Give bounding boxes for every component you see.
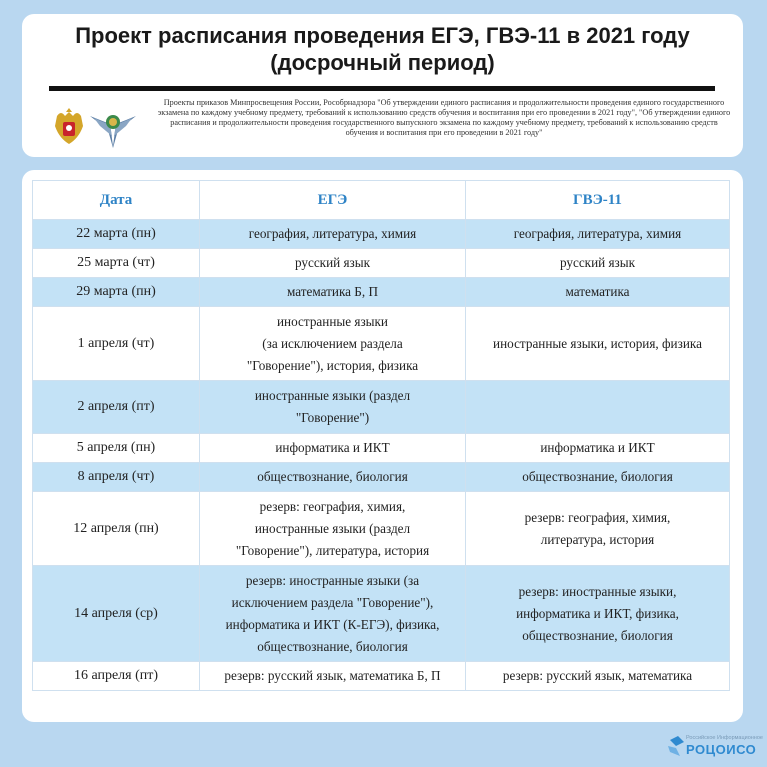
table-row: [33, 307, 730, 381]
table-row: [33, 566, 730, 662]
ege-cell: математика Б, П: [200, 278, 466, 307]
title-divider: [49, 86, 715, 91]
gve-cell: иностранные языки, история, физика: [466, 307, 730, 381]
page-title: [22, 22, 743, 76]
rocoiso-logo-icon: [668, 736, 686, 756]
title-line-1: Проект расписания проведения ЕГЭ, ГВЭ-11 в 2021 году: [75, 23, 690, 48]
table-row: [33, 278, 730, 307]
table-row: [33, 492, 730, 566]
gve-cell: резерв: русский язык, математика: [466, 662, 730, 691]
date-cell: 16 апреля (пт): [33, 662, 200, 691]
table-row: [33, 434, 730, 463]
date-cell: 25 марта (чт): [33, 249, 200, 278]
date-cell: 8 апреля (чт): [33, 463, 200, 492]
table-header-row: [33, 181, 730, 220]
gve-cell: математика: [466, 278, 730, 307]
ege-cell: резерв: иностранные языки (за исключением раздела "Говорение"), информатика и ИКТ (К-ЕГЭ), физика, обществознание, биология: [200, 566, 466, 662]
table-card: [22, 170, 743, 722]
ege-cell: иностранные языки (за исключением раздела "Говорение"), история, физика: [200, 307, 466, 381]
date-cell: 2 апреля (пт): [33, 381, 200, 434]
column-header-gve: ГВЭ-11: [466, 181, 730, 220]
ege-cell: география, литература, химия: [200, 220, 466, 249]
ege-cell: русский язык: [200, 249, 466, 278]
gve-cell: русский язык: [466, 249, 730, 278]
schedule-table: [32, 180, 730, 691]
decree-reference-text: Проекты приказов Минпросвещения России, Рособрнадзора "Об утверждении единого расписания и продолжительности проведения единого государственного экзамена по каждому учебному предмету, требований к использованию средств обучения и воспитания при его проведении в 2021 году", "Об утверждении единого расписания и продолжительности проведения государственного выпускного экзамена по каждому учебному предмету, требований к использованию средств обучения и воспитания при его проведении в 2021 году": [157, 98, 731, 137]
gve-cell: резерв: география, химия, литература, история: [466, 492, 730, 566]
gve-cell: информатика и ИКТ: [466, 434, 730, 463]
logo-name: РОЦОИСО: [686, 742, 757, 757]
ege-cell: резерв: русский язык, математика Б, П: [200, 662, 466, 691]
gve-cell: обществознание, биология: [466, 463, 730, 492]
ege-cell: информатика и ИКТ: [200, 434, 466, 463]
ege-cell: обществознание, биология: [200, 463, 466, 492]
date-cell: 12 апреля (пн): [33, 492, 200, 566]
table-row: [33, 249, 730, 278]
ege-cell: резерв: география, химия, иностранные языки (раздел "Говорение"), литература, история: [200, 492, 466, 566]
gve-cell: [466, 381, 730, 434]
russia-coat-of-arms-icon: [53, 108, 85, 148]
rosobrnadzor-emblem-icon: [88, 106, 138, 150]
rocoiso-logo: [668, 734, 763, 758]
ege-cell: иностранные языки (раздел "Говорение"): [200, 381, 466, 434]
gve-cell: резерв: иностранные языки, информатика и ИКТ, физика, обществознание, биология: [466, 566, 730, 662]
column-header-ege: ЕГЭ: [200, 181, 466, 220]
date-cell: 1 апреля (чт): [33, 307, 200, 381]
title-line-2: (досрочный период): [270, 50, 495, 75]
logo-subtitle: Российское Информационное: [686, 735, 763, 741]
date-cell: 22 марта (пн): [33, 220, 200, 249]
table-row: [33, 463, 730, 492]
header-card: [22, 14, 743, 157]
gve-cell: география, литература, химия: [466, 220, 730, 249]
table-row: [33, 381, 730, 434]
date-cell: 14 апреля (ср): [33, 566, 200, 662]
date-cell: 29 марта (пн): [33, 278, 200, 307]
table-row: [33, 662, 730, 691]
date-cell: 5 апреля (пн): [33, 434, 200, 463]
column-header-date: Дата: [33, 181, 200, 220]
table-row: [33, 220, 730, 249]
